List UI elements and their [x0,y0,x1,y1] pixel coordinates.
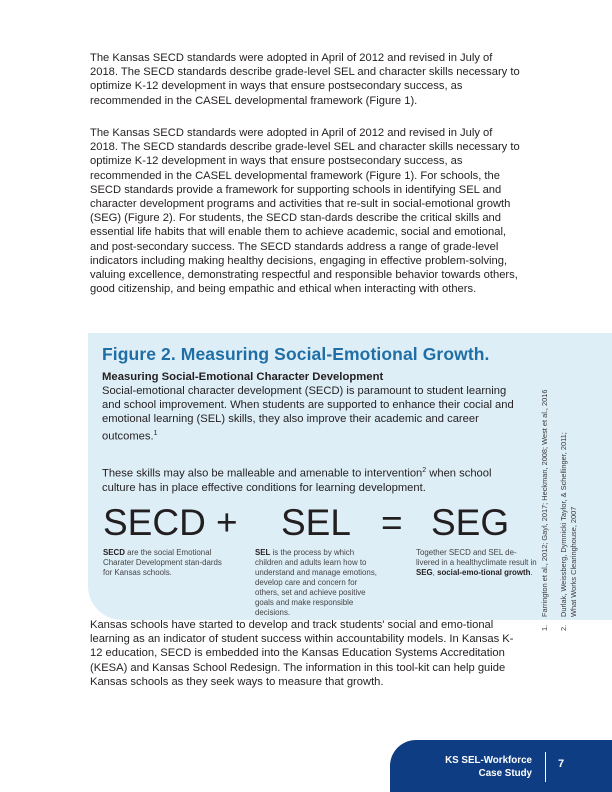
footnote-2c-text: What Works Clearinghouse, 2007 [569,506,578,617]
note-seg-term: SEG [416,568,433,577]
equation-equals: = [381,502,403,543]
footnote-ref-1: 1 [153,429,158,437]
figure-title: Figure 2. Measuring Social-Emotional Growth. [102,344,490,364]
body-paragraph-2: The Kansas SECD standards were adopted in April of 2012 and revised in July of 2018. The SECD standards describe grade-level SEL and character skills necessary to optimize K-12 development in ways that ensure postsecondary success, as recommended in the CASEL developmental framework (Figure 1). For schools, the SECD standards provide a framework for supporting schools in identifying SEL and character development programs and activities that re-sult in social-emotional growth (SEG) (Figure 2). For students, the SECD stan-dards describe the critical skills and essential life habits that will enable them to achieve academic, social and emotional, and post-secondary success. The SECD standards address a range of grade-level indicators including making healthy decisions, engaging in effective problem-solving, valuing excellence, demonstrating respectful and responsible behavior towards others, good citizenship, and being empathic and ethical when interacting with others. [90,127,520,296]
note-seg-mid: , [432,568,438,577]
footer-divider [545,752,546,782]
note-secd-term: SECD [103,548,125,557]
figure-text-2-a: These skills may also be malleable and amenable to intervention [102,467,423,480]
note-seg-end: . [530,568,533,577]
note-secd [103,548,233,578]
body-paragraph-1: The Kansas SECD standards were adopted in April of 2012 and revised in July of 2018. The SECD standards describe grade-level SEL and character skills necessary to optimize K-12 development in ways that ensure postsecondary success, as recommended in the CASEL developmental framework (Figure 1). [90,52,520,107]
equation-term-secd: SECD [103,502,206,543]
note-sel-text: is the process by which children and adults learn how to understand and manage emotions, develop care and concern for others, set and achieve positive goals and make responsible decisions. [255,548,377,617]
equation-plus: + [216,502,238,543]
footnote-ref-2: 2 [422,467,427,474]
footnote-2-text: Durlak, Weissberg, Dymnicki Taylor, & Schellinger, 2011; [558,432,568,617]
footer-title [445,755,532,780]
footer-title-line-2: Case Study [478,767,532,779]
figure-text-1 [102,384,522,444]
footer-tab [390,740,612,792]
page-number: 7 [558,758,565,770]
footnote-2-continued [569,351,580,631]
note-sel [255,548,377,618]
footnote-2c-number [569,617,580,631]
figure-text-1-body: Social-emotional character development (SECD) is paramount to student learning and school improvement. When students are supported to enhance their cocial and emotional learning (SEL) skills, they also improve their academic and career outcomes. [102,385,514,443]
note-seg [416,548,538,578]
figure-text-2-b: when school culture has in place effective conditions for learning development. [102,467,492,494]
note-sel-term: SEL [255,548,271,557]
note-seg-growth: social-emo-tional growth [437,568,531,577]
footer-title-line-1: KS SEL-Workforce [445,755,532,766]
footnote-1-number: 1. [540,624,549,631]
equation-term-seg: SEG [431,502,510,543]
note-seg-text: Together SECD and SEL de-livered in a healthyclimate result in [416,548,537,567]
equation-term-sel: SEL [281,502,351,543]
footnote-1 [540,351,551,631]
figure-footnotes [540,351,610,631]
figure-text-2 [102,464,522,495]
body-paragraph-3: Kansas schools have started to develop and track students' social and emo-tional learning as an indicator of student success within accountability models. In Kansas K-12 education, SECD is embedded into the Kansas Education Systems Accreditation (KESA) and Kansas School Redesign. The information in this tool-kit can help guide Kansas schools as they seek ways to measure that growth. [90,619,514,688]
footnote-2-number: 2. [558,624,568,631]
figure-subtitle: Measuring Social-Emotional Character Development [102,371,384,383]
figure-panel [88,333,612,620]
footnote-1-text: Farrington et al., 2012; Gayl, 2017; Heckman, 2008; West et al., 2016 [540,389,549,617]
note-secd-text: are the social Emotional Charater Development stan-dards for Kansas schools. [103,548,222,577]
footnote-2 [559,351,570,631]
